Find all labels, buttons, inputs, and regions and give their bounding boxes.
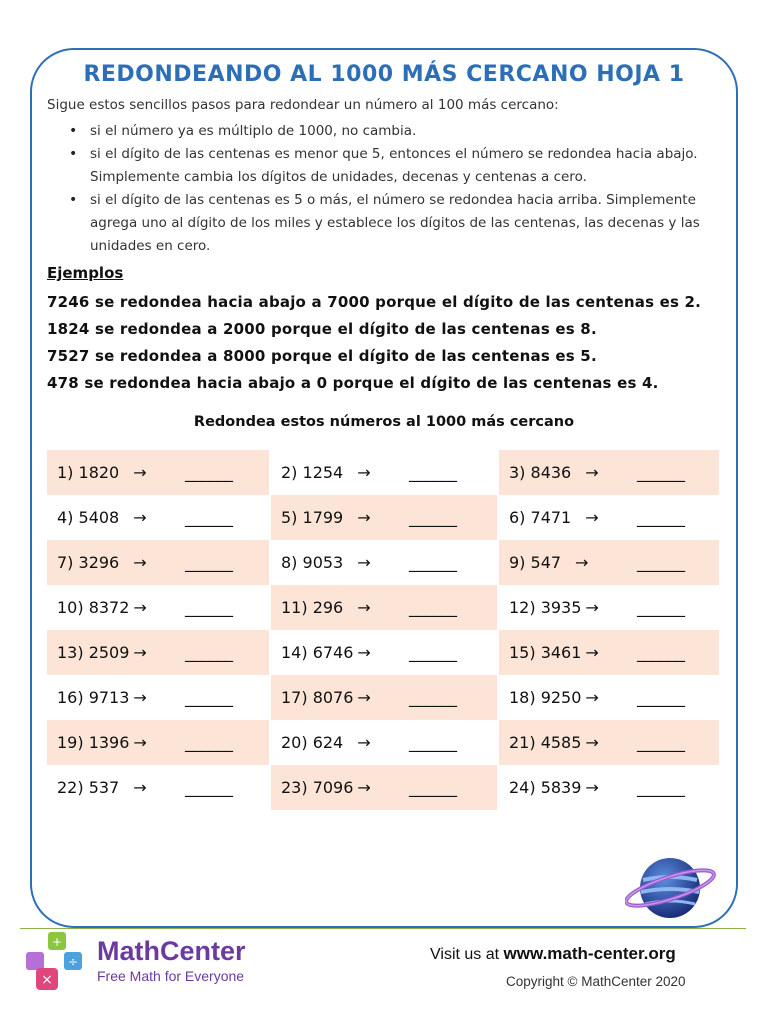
problem-number: 12) 3935 bbox=[509, 598, 582, 617]
problem-cell bbox=[271, 495, 497, 540]
problem-cell bbox=[499, 495, 719, 540]
arrow-icon: → bbox=[133, 778, 147, 797]
rules-list bbox=[47, 120, 717, 258]
problem-cell bbox=[271, 585, 497, 630]
answer-blank[interactable]: ______ bbox=[409, 643, 457, 662]
arrow-icon: → bbox=[357, 733, 371, 752]
exercise-prompt: Redondea estos números al 1000 más cercano bbox=[193, 414, 575, 430]
arrow-icon: → bbox=[575, 553, 589, 572]
problem-number: 13) 2509 bbox=[57, 643, 130, 662]
example-item: 1824 se redondea a 2000 porque el dígito de las centenas es 8. bbox=[47, 320, 597, 338]
arrow-icon: → bbox=[133, 463, 147, 482]
rule-item: • si el dígito de las centenas es menor que 5, entonces el número se redondea hacia abajo. Simplemente cambia los dígitos de unidades, decenas y centenas a cero. bbox=[47, 143, 717, 189]
problem-cell bbox=[47, 765, 269, 810]
answer-blank[interactable]: ______ bbox=[185, 598, 233, 617]
problem-number: 20) 624 bbox=[281, 733, 344, 752]
problem-cell bbox=[499, 720, 719, 765]
arrow-icon: → bbox=[585, 598, 599, 617]
problem-number: 18) 9250 bbox=[509, 688, 582, 707]
example-item: 478 se redondea hacia abajo a 0 porque el dígito de las centenas es 4. bbox=[47, 374, 659, 392]
website-link[interactable]: www.math-center.org bbox=[503, 944, 676, 963]
problem-cell bbox=[47, 720, 269, 765]
problem-number: 9) 547 bbox=[509, 553, 562, 572]
arrow-icon: → bbox=[357, 688, 371, 707]
problem-number: 19) 1396 bbox=[57, 733, 130, 752]
examples-list bbox=[47, 289, 737, 397]
answer-blank[interactable]: ______ bbox=[637, 553, 685, 572]
brand-tagline: Free Math for Everyone bbox=[97, 968, 245, 984]
answer-blank[interactable]: ______ bbox=[637, 598, 685, 617]
problem-number: 15) 3461 bbox=[509, 643, 582, 662]
answer-blank[interactable]: ______ bbox=[637, 643, 685, 662]
answer-blank[interactable]: ______ bbox=[637, 688, 685, 707]
problem-cell bbox=[499, 540, 719, 585]
answer-blank[interactable]: ______ bbox=[409, 508, 457, 527]
answer-blank[interactable]: ______ bbox=[409, 553, 457, 572]
example-item: 7527 se redondea a 8000 porque el dígito de las centenas es 5. bbox=[47, 347, 597, 365]
problem-number: 6) 7471 bbox=[509, 508, 572, 527]
problem-number: 24) 5839 bbox=[509, 778, 582, 797]
answer-blank[interactable]: ______ bbox=[637, 508, 685, 527]
answer-blank[interactable]: ______ bbox=[637, 463, 685, 482]
problem-cell bbox=[499, 765, 719, 810]
problem-cell bbox=[499, 630, 719, 675]
problem-cell bbox=[271, 765, 497, 810]
arrow-icon: → bbox=[133, 688, 147, 707]
rule-item: • si el número ya es múltiplo de 1000, no cambia. bbox=[47, 120, 717, 143]
svg-text:÷: ÷ bbox=[67, 955, 79, 969]
math-cubes-logo-icon bbox=[24, 930, 90, 992]
answer-blank[interactable]: ______ bbox=[409, 778, 457, 797]
problem-number: 8) 9053 bbox=[281, 553, 344, 572]
arrow-icon: → bbox=[585, 733, 599, 752]
problem-cell bbox=[47, 540, 269, 585]
arrow-icon: → bbox=[357, 508, 371, 527]
arrow-icon: → bbox=[133, 643, 147, 662]
arrow-icon: → bbox=[133, 553, 147, 572]
arrow-icon: → bbox=[357, 643, 371, 662]
problem-cell bbox=[499, 585, 719, 630]
problem-number: 1) 1820 bbox=[57, 463, 120, 482]
rule-item: • si el dígito de las centenas es 5 o más, el número se redondea hacia arriba. Simplemente agrega uno al dígito de los miles y establece los dígitos de las centenas, las decenas y las unidades en cero. bbox=[47, 189, 717, 258]
svg-text:×: × bbox=[41, 972, 53, 988]
answer-blank[interactable]: ______ bbox=[637, 733, 685, 752]
arrow-icon: → bbox=[133, 733, 147, 752]
problem-number: 11) 296 bbox=[281, 598, 344, 617]
problem-cell bbox=[47, 495, 269, 540]
problem-number: 5) 1799 bbox=[281, 508, 344, 527]
arrow-icon: → bbox=[357, 553, 371, 572]
problem-number: 7) 3296 bbox=[57, 553, 120, 572]
answer-blank[interactable]: ______ bbox=[409, 463, 457, 482]
visit-label: Visit us at bbox=[430, 946, 500, 963]
answer-blank[interactable]: ______ bbox=[409, 688, 457, 707]
problem-number: 17) 8076 bbox=[281, 688, 354, 707]
visit-line bbox=[430, 944, 676, 964]
arrow-icon: → bbox=[133, 598, 147, 617]
problem-number: 22) 537 bbox=[57, 778, 120, 797]
arrow-icon: → bbox=[357, 598, 371, 617]
answer-blank[interactable]: ______ bbox=[637, 778, 685, 797]
problem-cell bbox=[271, 720, 497, 765]
arrow-icon: → bbox=[357, 778, 371, 797]
problem-number: 21) 4585 bbox=[509, 733, 582, 752]
problem-cell bbox=[271, 450, 497, 495]
problem-number: 16) 9713 bbox=[57, 688, 130, 707]
problem-cell bbox=[47, 450, 269, 495]
problem-cell bbox=[499, 450, 719, 495]
brand-name: MathCenter bbox=[97, 936, 246, 966]
answer-blank[interactable]: ______ bbox=[185, 643, 233, 662]
arrow-icon: → bbox=[585, 508, 599, 527]
svg-text:+: + bbox=[51, 935, 63, 949]
answer-blank[interactable]: ______ bbox=[185, 688, 233, 707]
problem-cell bbox=[271, 675, 497, 720]
arrow-icon: → bbox=[585, 643, 599, 662]
problem-number: 10) 8372 bbox=[57, 598, 130, 617]
example-item: 7246 se redondea hacia abajo a 7000 porque el dígito de las centenas es 2. bbox=[47, 293, 702, 311]
arrow-icon: → bbox=[585, 688, 599, 707]
problem-cell bbox=[499, 675, 719, 720]
answer-blank[interactable]: ______ bbox=[185, 508, 233, 527]
answer-blank[interactable]: ______ bbox=[185, 553, 233, 572]
problem-cell bbox=[271, 540, 497, 585]
answer-blank[interactable]: ______ bbox=[409, 733, 457, 752]
arrow-icon: → bbox=[357, 463, 371, 482]
problem-number: 23) 7096 bbox=[281, 778, 354, 797]
arrow-icon: → bbox=[585, 778, 599, 797]
problem-number: 2) 1254 bbox=[281, 463, 344, 482]
answer-blank[interactable]: ______ bbox=[409, 598, 457, 617]
problem-cell bbox=[271, 630, 497, 675]
copyright-text: Copyright © MathCenter 2020 bbox=[506, 974, 686, 989]
worksheet-title: REDONDEANDO AL 1000 MÁS CERCANO HOJA 1 bbox=[83, 62, 685, 87]
answer-blank[interactable]: ______ bbox=[185, 778, 233, 797]
arrow-icon: → bbox=[585, 463, 599, 482]
problem-cell bbox=[47, 585, 269, 630]
examples-heading: Ejemplos bbox=[47, 264, 124, 282]
problem-cell bbox=[47, 630, 269, 675]
footer-divider bbox=[20, 928, 746, 929]
problem-number: 14) 6746 bbox=[281, 643, 354, 662]
intro-text: Sigue estos sencillos pasos para redondear un número al 100 más cercano: bbox=[47, 97, 559, 113]
problem-number: 3) 8436 bbox=[509, 463, 572, 482]
planet-icon bbox=[625, 848, 720, 928]
answer-blank[interactable]: ______ bbox=[185, 463, 233, 482]
problem-cell bbox=[47, 675, 269, 720]
answer-blank[interactable]: ______ bbox=[185, 733, 233, 752]
arrow-icon: → bbox=[133, 508, 147, 527]
problem-grid bbox=[47, 450, 719, 810]
problem-number: 4) 5408 bbox=[57, 508, 120, 527]
